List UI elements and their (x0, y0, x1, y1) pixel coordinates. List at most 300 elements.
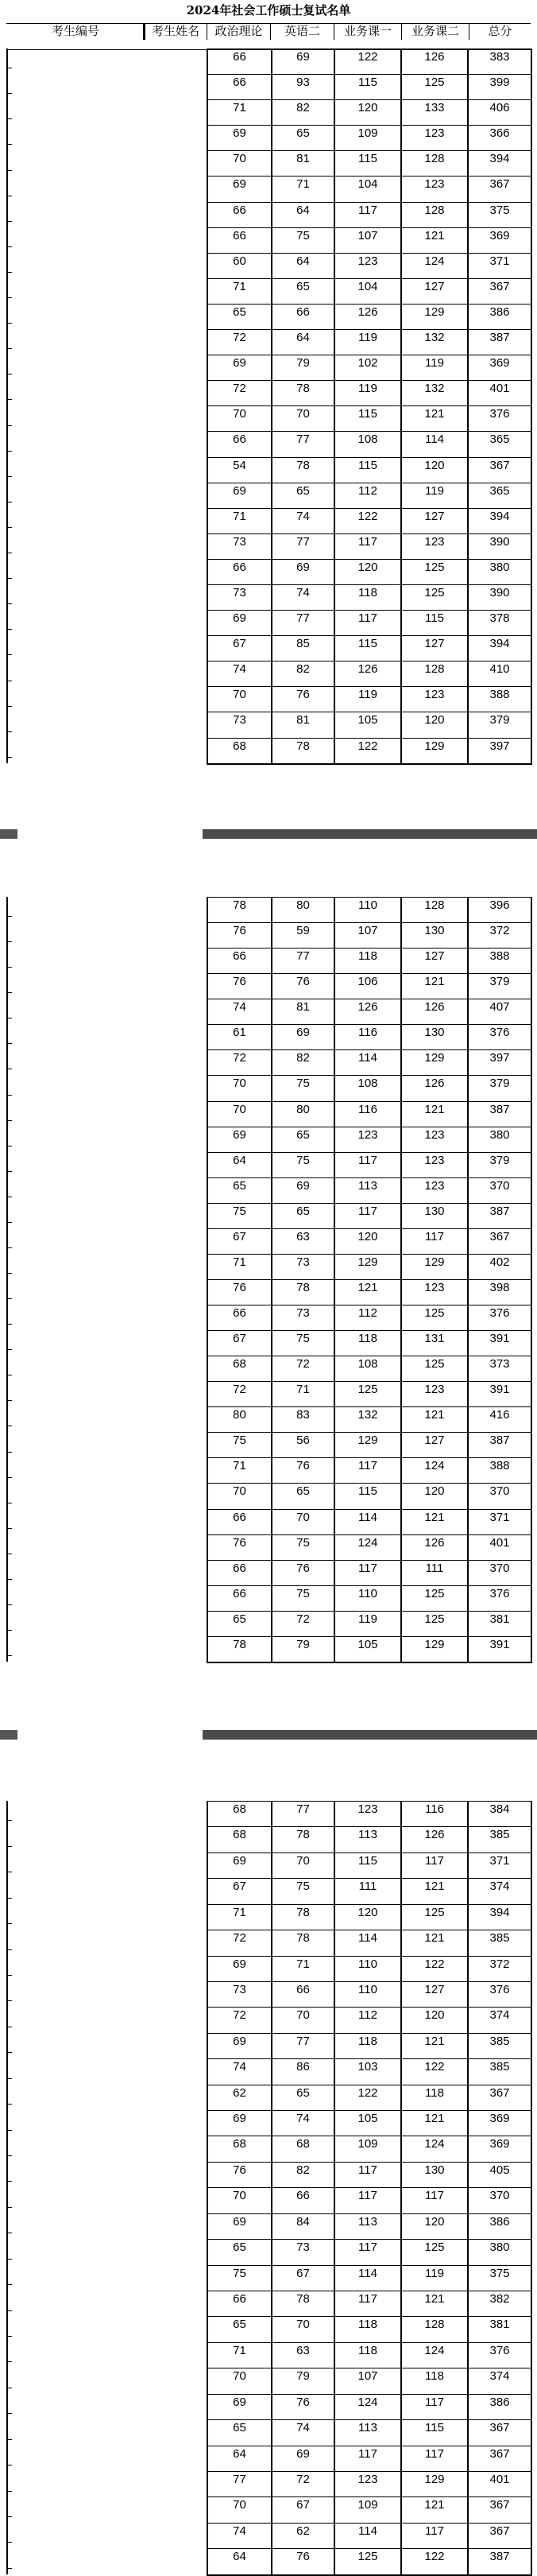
cell-english: 76 (271, 2395, 334, 2419)
cell-english: 75 (271, 1153, 334, 1177)
row-tick (8, 2361, 12, 2362)
cell-politics: 69 (233, 2112, 246, 2126)
cell-total: 386 (467, 2395, 531, 2419)
cell-politics: 73 (233, 1982, 246, 1996)
row-tick (8, 170, 12, 171)
cell-english: 70 (271, 406, 334, 431)
cell-total: 397 (467, 739, 531, 763)
cell-english: 65 (271, 126, 334, 150)
cell-subject-2: 125 (400, 1305, 467, 1330)
cell-total: 376 (467, 1305, 531, 1330)
cell-politics: 66 (233, 203, 246, 217)
table-row (208, 74, 531, 99)
cell-total: 366 (467, 126, 531, 150)
cell-subject-1: 125 (334, 2549, 400, 2574)
cell-subject-2: 126 (400, 49, 467, 74)
cell-english: 84 (271, 2214, 334, 2239)
row-tick (8, 1171, 12, 1172)
table-row (208, 125, 531, 150)
cell-politics: 69 (233, 2395, 246, 2409)
cell-english: 65 (271, 1204, 334, 1228)
cell-subject-2: 129 (400, 2472, 467, 2496)
cell-subject-1: 112 (334, 1305, 400, 1330)
cell-english: 74 (271, 2111, 334, 2136)
cell-subject-1: 117 (334, 611, 400, 635)
header-total: 总分 (488, 25, 512, 38)
cell-subject-2: 126 (400, 1076, 467, 1100)
table-row (208, 1127, 531, 1152)
row-tick (8, 757, 12, 758)
row-tick (8, 1273, 12, 1274)
cell-total: 372 (467, 1957, 531, 1981)
cell-subject-2: 117 (400, 1853, 467, 1878)
cell-english: 75 (271, 228, 334, 253)
table-row (208, 1611, 531, 1636)
score-grid (207, 897, 532, 1663)
cell-politics: 65 (233, 305, 246, 319)
cell-subject-2: 121 (400, 2291, 467, 2316)
cell-subject-1: 114 (334, 2524, 400, 2548)
cell-total: 370 (467, 1484, 531, 1508)
row-tick (8, 2130, 12, 2131)
cell-total: 383 (467, 49, 531, 74)
cell-subject-2: 121 (400, 1407, 467, 1432)
table-row (208, 1254, 531, 1279)
table-row (208, 278, 531, 304)
cell-subject-1: 126 (334, 999, 400, 1024)
cell-politics: 64 (233, 2446, 246, 2461)
cell-total: 376 (467, 2343, 531, 2368)
row-tick (8, 1247, 12, 1248)
cell-subject-2: 130 (400, 1025, 467, 1049)
cell-subject-1: 117 (334, 1204, 400, 1228)
cell-subject-2: 129 (400, 1255, 467, 1279)
table-row (208, 1483, 531, 1508)
table-row (208, 2316, 531, 2341)
cell-politics: 76 (233, 975, 246, 989)
cell-subject-1: 118 (334, 949, 400, 973)
cell-subject-2: 118 (400, 2085, 467, 2110)
row-tick (8, 399, 12, 400)
cell-subject-2: 127 (400, 509, 467, 533)
row-tick (8, 967, 12, 968)
table-row (208, 1801, 531, 1826)
cell-total: 401 (467, 1535, 531, 1560)
cell-subject-2: 125 (400, 1356, 467, 1381)
header-exam-number: 考生编号 (51, 25, 99, 38)
cell-subject-1: 110 (334, 1957, 400, 1981)
table-row (208, 712, 531, 737)
cell-english: 77 (271, 611, 334, 635)
cell-total: 369 (467, 2111, 531, 2136)
row-tick (8, 2284, 12, 2285)
table-row (208, 1228, 531, 1254)
cell-english: 68 (271, 2136, 334, 2161)
cell-subject-2: 123 (400, 1382, 467, 1406)
cell-subject-1: 132 (334, 1407, 400, 1432)
cell-politics: 65 (233, 2421, 246, 2435)
cell-politics: 54 (233, 458, 246, 472)
cell-subject-2: 124 (400, 1458, 467, 1483)
cell-politics: 69 (233, 2034, 246, 2048)
cell-subject-2: 120 (400, 458, 467, 483)
cell-subject-1: 117 (334, 1561, 400, 1585)
cell-total: 376 (467, 1025, 531, 1049)
cell-politics: 67 (233, 1332, 246, 1346)
cell-english: 74 (271, 2420, 334, 2445)
cell-subject-1: 122 (334, 739, 400, 763)
cell-subject-1: 120 (334, 1229, 400, 1254)
cell-total: 370 (467, 2188, 531, 2213)
table-row (208, 635, 531, 661)
cell-subject-1: 129 (334, 1255, 400, 1279)
cell-english: 78 (271, 2291, 334, 2316)
table-row (208, 1406, 531, 1432)
cell-subject-1: 105 (334, 1637, 400, 1662)
cell-subject-2: 132 (400, 381, 467, 405)
cell-english: 78 (271, 739, 334, 763)
cell-english: 69 (271, 1025, 334, 1049)
row-tick (8, 2516, 12, 2517)
cell-total: 381 (467, 1612, 531, 1636)
cell-total: 405 (467, 2163, 531, 2187)
cell-subject-1: 113 (334, 1178, 400, 1203)
cell-subject-1: 115 (334, 1484, 400, 1508)
cell-politics: 76 (233, 1535, 246, 1550)
cell-english: 77 (271, 534, 334, 559)
cell-english: 70 (271, 2317, 334, 2341)
cell-subject-2: 121 (400, 2497, 467, 2522)
cell-politics: 69 (233, 2214, 246, 2229)
cell-total: 391 (467, 1331, 531, 1356)
cell-subject-2: 121 (400, 406, 467, 431)
table-row (208, 533, 531, 559)
table-row (208, 405, 531, 431)
cell-total: 391 (467, 1637, 531, 1662)
table-row (208, 2007, 531, 2032)
cell-politics: 64 (233, 2550, 246, 2564)
cell-politics: 70 (233, 688, 246, 702)
cell-english: 83 (271, 1407, 334, 1432)
cell-politics: 75 (233, 1433, 246, 1448)
cell-total: 369 (467, 355, 531, 380)
cell-total: 385 (467, 1827, 531, 1852)
cell-total: 374 (467, 2368, 531, 2393)
table-row (208, 1101, 531, 1127)
table-row (208, 1930, 531, 1955)
row-tick (8, 992, 12, 993)
cell-subject-1: 119 (334, 381, 400, 405)
cell-english: 76 (271, 1458, 334, 1483)
cell-english: 78 (271, 1930, 334, 1955)
table-row (208, 2342, 531, 2368)
table-row (208, 1432, 531, 1457)
cell-total: 401 (467, 381, 531, 405)
cell-subject-2: 128 (400, 898, 467, 922)
row-tick (8, 2542, 12, 2543)
cell-total: 367 (467, 279, 531, 304)
cell-subject-1: 114 (334, 2266, 400, 2291)
cell-politics: 69 (233, 1127, 246, 1142)
cell-english: 75 (271, 1879, 334, 1903)
cell-english: 73 (271, 2240, 334, 2264)
row-tick (8, 1452, 12, 1453)
cell-politics: 66 (233, 2292, 246, 2306)
cell-subject-2: 121 (400, 1102, 467, 1127)
row-tick (8, 2078, 12, 2079)
row-tick (8, 1846, 12, 1847)
row-tick (8, 1820, 12, 1821)
cell-politics: 68 (233, 739, 246, 753)
row-tick (8, 1298, 12, 1299)
cell-total: 394 (467, 509, 531, 533)
cell-english: 65 (271, 279, 334, 304)
table-row (208, 999, 531, 1024)
cell-subject-1: 103 (334, 2059, 400, 2084)
cell-total: 367 (467, 2085, 531, 2110)
cell-subject-1: 109 (334, 2136, 400, 2161)
cell-total: 388 (467, 949, 531, 973)
cell-subject-1: 117 (334, 2446, 400, 2471)
cell-english: 70 (271, 1853, 334, 1878)
cell-subject-1: 117 (334, 203, 400, 227)
cell-subject-2: 127 (400, 949, 467, 973)
cell-english: 78 (271, 458, 334, 483)
cell-politics: 78 (233, 898, 246, 912)
cell-politics: 70 (233, 1077, 246, 1091)
table-row (208, 2265, 531, 2291)
table-row (208, 1560, 531, 1585)
cell-politics: 64 (233, 1153, 246, 1167)
cell-subject-2: 121 (400, 228, 467, 253)
cell-subject-2: 129 (400, 1637, 467, 1662)
header-politics: 政治理论 (214, 25, 263, 38)
cell-english: 82 (271, 661, 334, 686)
cell-subject-1: 114 (334, 1930, 400, 1955)
cell-subject-2: 123 (400, 126, 467, 150)
cell-english: 69 (271, 1178, 334, 1203)
table-row (208, 2162, 531, 2187)
cell-english: 56 (271, 1433, 334, 1457)
cell-total: 379 (467, 1076, 531, 1100)
cell-subject-2: 125 (400, 1586, 467, 1611)
cell-subject-1: 102 (334, 355, 400, 380)
cell-english: 81 (271, 999, 334, 1024)
cell-subject-2: 123 (400, 687, 467, 712)
cell-english: 64 (271, 330, 334, 355)
cell-subject-1: 115 (334, 406, 400, 431)
cell-total: 387 (467, 1433, 531, 1457)
page-break-bar (203, 1730, 537, 1740)
cell-subject-2: 120 (400, 712, 467, 737)
cell-politics: 66 (233, 1561, 246, 1575)
cell-english: 69 (271, 49, 334, 74)
cell-subject-2: 111 (400, 1561, 467, 1585)
cell-total: 406 (467, 100, 531, 125)
cell-english: 75 (271, 1076, 334, 1100)
table-row (208, 2446, 531, 2471)
cell-total: 416 (467, 1407, 531, 1432)
cell-subject-2: 127 (400, 279, 467, 304)
table-row (208, 1826, 531, 1852)
cell-subject-1: 117 (334, 2240, 400, 2264)
cell-politics: 60 (233, 254, 246, 268)
cell-english: 86 (271, 2059, 334, 2084)
cell-total: 402 (467, 1255, 531, 1279)
cell-politics: 69 (233, 611, 246, 626)
cell-subject-1: 126 (334, 661, 400, 686)
cell-politics: 68 (233, 1828, 246, 1842)
cell-politics: 69 (233, 483, 246, 498)
cell-subject-2: 129 (400, 1050, 467, 1075)
cell-subject-2: 117 (400, 2188, 467, 2213)
table-row (208, 1381, 531, 1406)
cell-subject-2: 130 (400, 1204, 467, 1228)
cell-total: 365 (467, 483, 531, 508)
cell-subject-1: 121 (334, 1280, 400, 1305)
cell-total: 378 (467, 611, 531, 635)
cell-subject-2: 121 (400, 2034, 467, 2058)
row-tick (8, 93, 12, 94)
table-row (208, 686, 531, 712)
table-row (208, 2213, 531, 2239)
cell-total: 398 (467, 1280, 531, 1305)
cell-politics: 71 (233, 101, 246, 115)
row-tick (8, 2000, 12, 2001)
cell-subject-1: 114 (334, 1050, 400, 1075)
cell-politics: 66 (233, 1306, 246, 1320)
cell-subject-1: 126 (334, 305, 400, 329)
cell-politics: 61 (233, 1026, 246, 1040)
cell-english: 78 (271, 1827, 334, 1852)
row-tick (8, 1400, 12, 1401)
cell-subject-1: 120 (334, 100, 400, 125)
row-tick (8, 1095, 12, 1096)
row-tick (8, 348, 12, 349)
row-tick (8, 1477, 12, 1478)
table-header (6, 23, 531, 50)
row-tick (8, 2310, 12, 2311)
table-row (208, 897, 531, 922)
table-row (208, 1534, 531, 1560)
cell-english: 63 (271, 2343, 334, 2368)
table-row (208, 922, 531, 948)
cell-english: 67 (271, 2497, 334, 2522)
cell-subject-2: 117 (400, 2524, 467, 2548)
cell-total: 379 (467, 974, 531, 999)
cell-subject-2: 125 (400, 560, 467, 584)
cell-total: 390 (467, 585, 531, 610)
cell-total: 380 (467, 560, 531, 584)
cell-subject-2: 117 (400, 2395, 467, 2419)
table-row (208, 253, 531, 278)
cell-subject-2: 119 (400, 2266, 467, 2291)
cell-english: 76 (271, 687, 334, 712)
cell-politics: 69 (233, 1853, 246, 1868)
cell-english: 77 (271, 2034, 334, 2058)
row-tick (8, 2181, 12, 2182)
table-row (208, 610, 531, 635)
row-tick (8, 425, 12, 426)
cell-english: 64 (271, 254, 334, 278)
cell-politics: 69 (233, 126, 246, 141)
cell-subject-1: 108 (334, 1076, 400, 1100)
cell-total: 385 (467, 1930, 531, 1955)
cell-subject-1: 106 (334, 974, 400, 999)
row-tick (8, 731, 12, 732)
cell-politics: 72 (233, 2008, 246, 2023)
cell-subject-2: 122 (400, 2059, 467, 2084)
cell-total: 376 (467, 1586, 531, 1611)
row-tick (8, 221, 12, 222)
cell-subject-2: 119 (400, 483, 467, 508)
cell-total: 369 (467, 228, 531, 253)
left-column-border (6, 1801, 11, 2574)
cell-politics: 70 (233, 407, 246, 421)
cell-politics: 67 (233, 1880, 246, 1894)
cell-subject-1: 107 (334, 228, 400, 253)
table-row (208, 2058, 531, 2084)
row-tick (8, 1043, 12, 1044)
cell-politics: 70 (233, 2498, 246, 2512)
cell-politics: 69 (233, 177, 246, 192)
cell-subject-2: 116 (400, 1802, 467, 1826)
cell-politics: 75 (233, 2266, 246, 2280)
row-tick (8, 1324, 12, 1325)
cell-total: 410 (467, 661, 531, 686)
cell-politics: 72 (233, 1051, 246, 1065)
cell-english: 82 (271, 100, 334, 125)
cell-subject-1: 118 (334, 585, 400, 610)
cell-politics: 65 (233, 1612, 246, 1626)
cell-subject-1: 110 (334, 1982, 400, 2007)
table-row (208, 2085, 531, 2110)
cell-subject-2: 126 (400, 1827, 467, 1852)
row-tick (8, 2439, 12, 2440)
cell-subject-2: 121 (400, 2111, 467, 2136)
table-row (208, 457, 531, 483)
cell-subject-2: 126 (400, 999, 467, 1024)
cell-subject-1: 119 (334, 1612, 400, 1636)
row-tick (8, 2336, 12, 2337)
cell-subject-1: 115 (334, 636, 400, 661)
row-tick (8, 916, 12, 917)
header-name: 考生姓名 (151, 25, 199, 38)
page-break-bar (0, 829, 17, 839)
cell-subject-2: 130 (400, 2163, 467, 2187)
cell-subject-1: 117 (334, 2291, 400, 2316)
cell-subject-2: 124 (400, 2136, 467, 2161)
cell-english: 79 (271, 1637, 334, 1662)
cell-subject-1: 112 (334, 2008, 400, 2032)
cell-subject-1: 120 (334, 1905, 400, 1930)
cell-politics: 66 (233, 50, 246, 64)
table-row (208, 2368, 531, 2393)
row-tick (8, 2413, 12, 2414)
cell-subject-2: 132 (400, 330, 467, 355)
cell-politics: 66 (233, 560, 246, 574)
cell-politics: 70 (233, 152, 246, 166)
row-tick (8, 2568, 12, 2569)
cell-politics: 74 (233, 662, 246, 677)
table-row (208, 2187, 531, 2213)
cell-politics: 68 (233, 2137, 246, 2151)
cell-subject-2: 118 (400, 2368, 467, 2393)
table-row (208, 227, 531, 253)
cell-subject-1: 114 (334, 1510, 400, 1534)
cell-subject-1: 113 (334, 2214, 400, 2239)
page-break-bar (203, 829, 537, 839)
